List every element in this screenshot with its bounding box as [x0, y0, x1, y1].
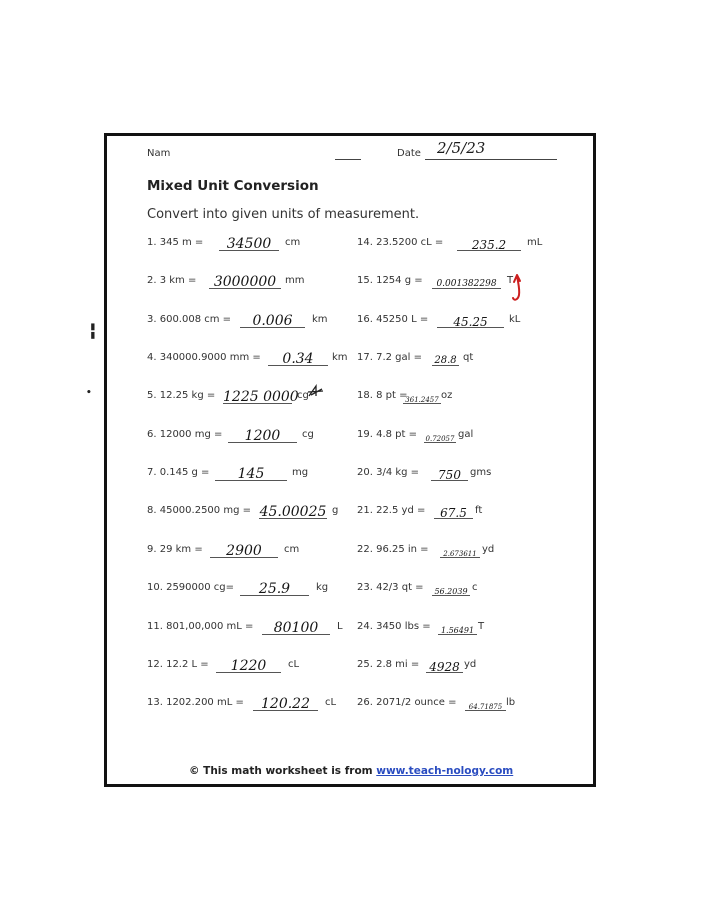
- worksheet: [104, 133, 596, 787]
- question-row: [147, 352, 357, 368]
- question-text: 16. 45250 L =: [357, 313, 429, 325]
- handwritten-answer: 145: [237, 466, 265, 483]
- question-row: [357, 314, 567, 330]
- unit-label: cL: [288, 658, 300, 670]
- unit-label: ft: [475, 505, 483, 517]
- unit-label: yd: [464, 658, 477, 670]
- question-text: 26. 2071/2 ounce =: [357, 697, 457, 709]
- handwritten-answer: 1.56491: [440, 625, 475, 635]
- unit-label: qt: [463, 352, 474, 364]
- question-text: 20. 3/4 kg =: [357, 467, 420, 479]
- unit-label: cm: [285, 237, 301, 248]
- handwritten-answer: 2900: [226, 542, 262, 559]
- scribble-mark-icon: [307, 384, 325, 398]
- handwritten-answer: 45.00025: [259, 504, 327, 521]
- unit-label: mL: [527, 237, 543, 248]
- question-row: [357, 544, 567, 560]
- question-row: [357, 390, 567, 406]
- handwritten-answer: 750: [438, 468, 461, 483]
- handwritten-answer: 4928: [429, 659, 460, 674]
- question-text: 18. 8 pt =: [357, 390, 408, 402]
- question-row: [147, 659, 357, 675]
- name-line-end: [335, 159, 361, 160]
- handwritten-answer: 0.006: [252, 312, 293, 329]
- question-text: 19. 4.8 pt =: [357, 428, 417, 440]
- unit-label: mm: [285, 275, 305, 287]
- question-text: 5. 12.25 kg =: [147, 390, 216, 402]
- question-row: [147, 505, 357, 521]
- handwritten-answer: 64.71875: [468, 703, 503, 712]
- handwritten-answer: 67.5: [440, 506, 467, 521]
- question-row: [357, 621, 567, 637]
- margin-dot: •: [86, 388, 92, 398]
- name-label: Nam: [147, 148, 171, 159]
- question-row: [147, 390, 357, 406]
- question-row: [357, 467, 567, 483]
- handwritten-answer: 80100: [273, 619, 319, 636]
- question-row: [357, 659, 567, 675]
- unit-label: cm: [284, 543, 300, 555]
- question-text: 21. 22.5 yd =: [357, 505, 426, 517]
- footer-link[interactable]: www.teach-nology.com: [376, 765, 514, 777]
- unit-label: g: [332, 505, 339, 517]
- question-row: [147, 697, 357, 713]
- question-text: 1. 345 m =: [147, 237, 204, 248]
- margin-scribble: ▬▬: [87, 322, 98, 340]
- unit-label: yd: [482, 543, 495, 555]
- question-text: 3. 600.008 cm =: [147, 313, 232, 325]
- correction-mark-icon: [511, 273, 525, 305]
- question-text: 6. 12000 mg =: [147, 428, 223, 440]
- handwritten-answer: 25.9: [258, 581, 291, 598]
- question-row: [357, 429, 567, 445]
- question-row: [357, 582, 567, 598]
- handwritten-answer: 45.25: [453, 314, 488, 329]
- date-line: [425, 159, 557, 160]
- handwritten-answer: 1200: [244, 427, 281, 444]
- unit-label: gms: [470, 467, 492, 479]
- handwritten-answer: 2.673611: [443, 549, 477, 558]
- question-text: 8. 45000.2500 mg =: [147, 505, 251, 517]
- handwritten-answer: 120.22: [261, 696, 310, 713]
- unit-label: mg: [292, 467, 309, 479]
- unit-label: gal: [458, 428, 474, 440]
- worksheet-title: Mixed Unit Conversion: [147, 178, 319, 194]
- worksheet-instructions: Convert into given units of measurement.: [147, 207, 420, 222]
- question-row: [147, 314, 357, 330]
- handwritten-answer: 1220: [230, 657, 267, 674]
- question-row: [357, 352, 567, 368]
- question-text: 25. 2.8 mi =: [357, 658, 420, 670]
- unit-label: cg: [297, 390, 309, 402]
- question-row: [357, 697, 567, 713]
- unit-label: km: [332, 352, 348, 364]
- handwritten-answer: 235.2: [471, 238, 507, 252]
- question-text: 7. 0.145 g =: [147, 467, 210, 479]
- unit-label: T: [478, 620, 485, 632]
- unit-label: kg: [316, 582, 329, 594]
- question-text: 14. 23.5200 cL =: [357, 237, 444, 248]
- unit-label: T: [507, 275, 514, 287]
- question-row: [357, 237, 567, 253]
- handwritten-answer: 1225 0000: [223, 389, 299, 406]
- question-text: 9. 29 km =: [147, 543, 203, 555]
- question-row: [147, 467, 357, 483]
- date-label: Date: [397, 148, 421, 159]
- question-text: 15. 1254 g =: [357, 275, 423, 287]
- unit-label: kL: [509, 313, 521, 325]
- handwritten-answer: 3000000: [213, 274, 277, 291]
- question-text: 10. 2590000 cg=: [147, 582, 235, 594]
- unit-label: oz: [441, 390, 453, 402]
- question-row: [147, 429, 357, 445]
- footer: [189, 765, 513, 777]
- question-text: 17. 7.2 gal =: [357, 352, 422, 364]
- footer-text: © This math worksheet is from: [189, 765, 377, 777]
- unit-label: lb: [506, 697, 516, 709]
- question-row: [357, 275, 567, 291]
- question-row: [147, 275, 357, 291]
- handwritten-answer: 34500: [226, 236, 272, 252]
- handwritten-answer: 0.72057: [425, 434, 455, 443]
- unit-label: L: [337, 620, 343, 632]
- unit-label: c: [472, 582, 478, 594]
- unit-label: cg: [302, 428, 314, 440]
- question-row: [147, 237, 357, 253]
- question-text: 11. 801,00,000 mL =: [147, 620, 254, 632]
- question-text: 12. 12.2 L =: [147, 658, 209, 670]
- handwritten-answer: 28.8: [434, 355, 457, 367]
- handwritten-answer: 0.34: [282, 351, 314, 368]
- question-text: 23. 42/3 qt =: [357, 582, 424, 594]
- question-text: 2. 3 km =: [147, 275, 197, 287]
- question-text: 24. 3450 lbs =: [357, 620, 431, 632]
- question-text: 4. 340000.9000 mm =: [147, 352, 261, 364]
- date-value[interactable]: 2/5/23: [437, 139, 486, 157]
- question-text: 22. 96.25 in =: [357, 543, 429, 555]
- question-row: [147, 621, 357, 637]
- question-row: [147, 582, 357, 598]
- question-row: [147, 544, 357, 560]
- unit-label: cL: [325, 697, 337, 709]
- question-text: 13. 1202.200 mL =: [147, 697, 244, 709]
- handwritten-answer: 0.001382298: [436, 279, 497, 290]
- unit-label: km: [312, 313, 328, 325]
- question-row: [357, 505, 567, 521]
- handwritten-answer: 56.2039: [434, 587, 468, 597]
- handwritten-answer: 361.2457: [405, 396, 439, 405]
